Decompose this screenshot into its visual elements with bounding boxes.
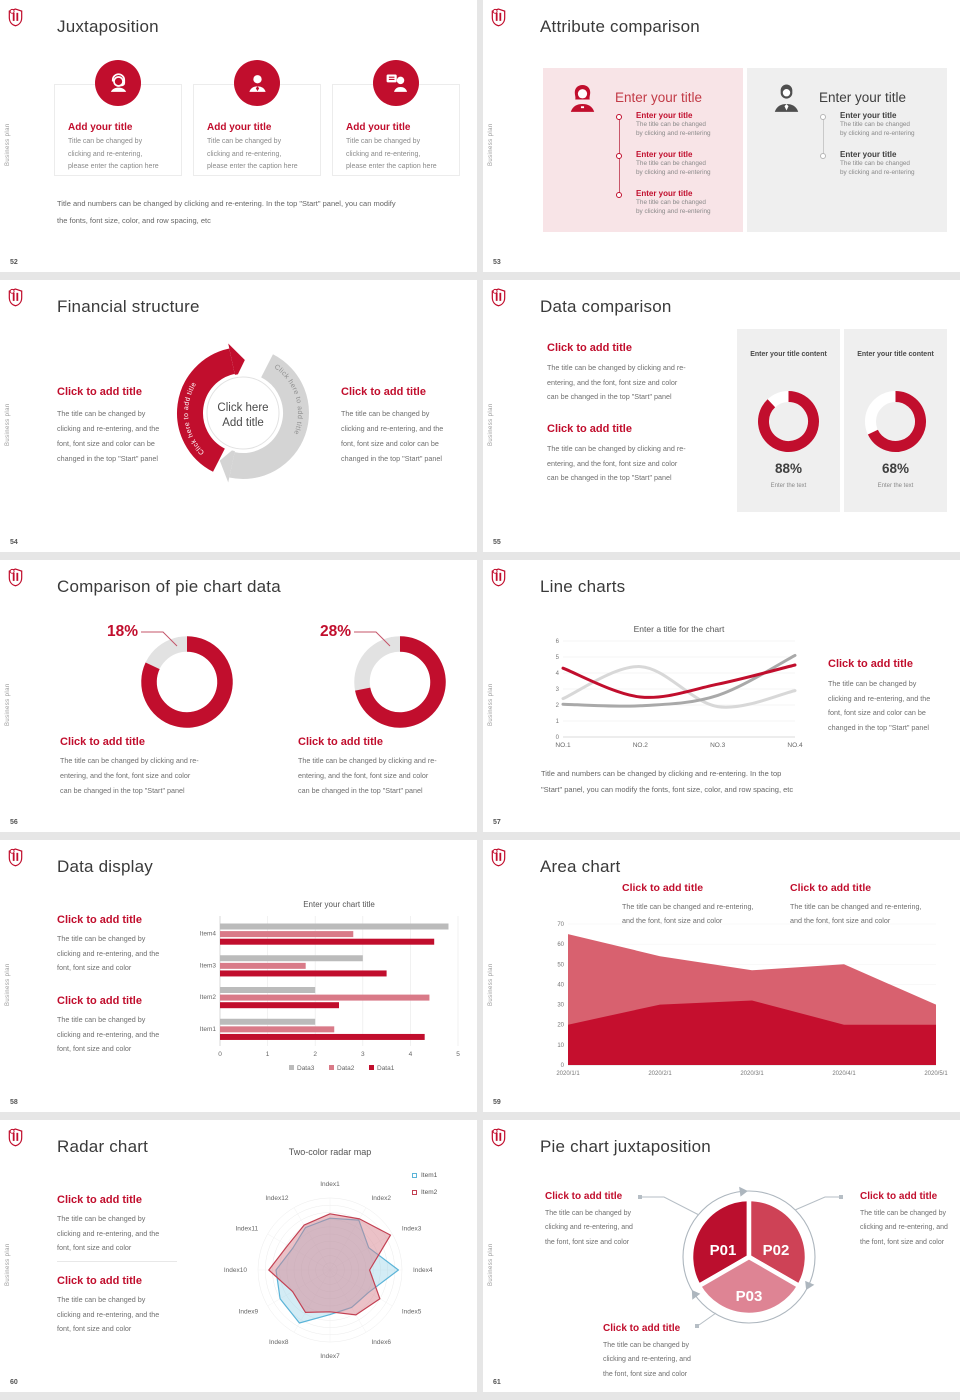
text-block: Click to add title The title can be changed by clicking and re- entering, and the font, font size and color can be changed in the top "Start" panel	[547, 423, 686, 482]
shield-logo-icon	[8, 848, 23, 867]
donut-chart-68	[863, 389, 928, 454]
svg-text:50: 50	[557, 962, 564, 969]
svg-text:2: 2	[313, 1051, 318, 1058]
page-number: 53	[493, 259, 501, 266]
page-number: 55	[493, 539, 501, 546]
svg-text:Data1: Data1	[377, 1065, 395, 1072]
shield-logo-icon	[491, 288, 506, 307]
timeline-item: Enter your title The title can be changed by clicking and re-entering	[840, 150, 915, 177]
shield-logo-icon	[491, 848, 506, 867]
card-heading: Add your title	[68, 122, 133, 133]
svg-text:0: 0	[555, 735, 559, 741]
page-title: Area chart	[540, 857, 621, 876]
slide-57-line-charts[interactable]	[483, 560, 960, 832]
male-person-icon	[768, 81, 805, 118]
svg-text:5: 5	[555, 655, 559, 661]
card-heading: Add your title	[346, 122, 411, 133]
cycle-center-label: Click here Add title	[217, 402, 269, 429]
side-label: Business plan	[5, 403, 11, 446]
page-title: Pie chart juxtaposition	[540, 1137, 711, 1156]
svg-text:Index3: Index3	[401, 1225, 422, 1233]
slide-53-attribute-comparison[interactable]	[483, 0, 960, 272]
slide-58-data-display[interactable]	[0, 840, 477, 1112]
svg-text:Index1: Index1	[320, 1181, 340, 1188]
page-number: 57	[493, 819, 501, 826]
shield-logo-icon	[491, 568, 506, 587]
svg-text:NO.2: NO.2	[632, 742, 648, 749]
donut-card	[737, 329, 840, 512]
panel-heading: Enter your title	[615, 90, 703, 105]
svg-text:Index5: Index5	[401, 1308, 422, 1316]
donut-label-28: 28%	[319, 623, 351, 640]
slide-54-financial-structure[interactable]	[0, 280, 477, 552]
page-number: 58	[10, 1099, 18, 1106]
svg-text:2020/5/1: 2020/5/1	[924, 1071, 948, 1077]
svg-text:10: 10	[557, 1042, 564, 1049]
radar-chart	[223, 1162, 470, 1384]
text-block: Click to add title The title can be changed by clicking and re-entering, and the font, font size and color	[57, 995, 160, 1053]
page-title: Attribute comparison	[540, 17, 700, 36]
card-title: Enter your title content	[857, 351, 934, 358]
svg-text:Enter your chart title: Enter your chart title	[303, 900, 375, 909]
svg-text:Click here to add title: Click here to add title	[272, 363, 303, 436]
slide-55-data-comparison[interactable]	[483, 280, 960, 552]
svg-text:Item2: Item2	[199, 994, 216, 1001]
timeline-dot	[820, 114, 826, 120]
svg-text:Data2: Data2	[337, 1065, 355, 1072]
legend-item2: Item2	[412, 1189, 437, 1196]
page-number: 56	[10, 819, 18, 826]
slide-56-pie-comparison[interactable]	[0, 560, 477, 832]
svg-text:2020/3/1: 2020/3/1	[740, 1071, 764, 1077]
timeline-item: Enter your title The title can be changed by clicking and re-entering	[636, 111, 711, 138]
page-number: 59	[493, 1099, 501, 1106]
area-chart	[538, 916, 946, 1084]
text-block-left: Click to add title The title can be changed by clicking and re-entering, and the font, font size and color can be changed in the top "Start" panel	[57, 386, 187, 466]
svg-text:4: 4	[555, 671, 559, 677]
text-block: Click to add title The title can be changed by clicking and re- entering, and the font, font size and color can be changed in the top "Start" panel	[547, 342, 686, 401]
feature-card	[54, 84, 182, 176]
shield-logo-icon	[8, 288, 23, 307]
side-label: Business plan	[488, 963, 494, 1006]
svg-text:Index2: Index2	[371, 1195, 392, 1203]
shield-logo-icon	[8, 8, 23, 27]
svg-text:1: 1	[555, 719, 559, 725]
chart-title: Two-color radar map	[288, 1147, 372, 1157]
svg-text:NO.3: NO.3	[710, 742, 726, 749]
timeline-item: Enter your title The title can be changed by clicking and re-entering	[636, 189, 711, 216]
svg-text:Data3: Data3	[297, 1065, 315, 1072]
svg-text:NO.4: NO.4	[787, 742, 803, 749]
footer-paragraph: Title and numbers can be changed by clicking and re-entering. In the top "Start" panel, you can modify the fonts, font size, color, and row spacing, etc	[541, 769, 794, 794]
slide-59-area-chart[interactable]	[483, 840, 960, 1112]
svg-text:Index9: Index9	[238, 1308, 259, 1316]
side-label: Business plan	[5, 683, 11, 726]
side-label: Business plan	[488, 1243, 494, 1286]
page-number: 61	[493, 1379, 501, 1386]
timeline-line	[823, 118, 824, 158]
svg-text:2020/2/1: 2020/2/1	[648, 1071, 672, 1077]
page-title: Radar chart	[57, 1137, 149, 1156]
block-heading: Click to add title	[341, 386, 426, 398]
svg-text:Index11: Index11	[235, 1225, 259, 1233]
svg-text:6: 6	[555, 639, 559, 645]
slide-60-radar-chart[interactable]	[0, 1120, 477, 1392]
svg-text:NO.1: NO.1	[555, 742, 571, 749]
page-title: Data comparison	[540, 297, 672, 316]
text-block-top-right: Click to add title The title can be changed by clicking and re-entering, and the font, font size and color	[860, 1191, 948, 1246]
page-number: 60	[10, 1379, 18, 1386]
text-block: Click to add title The title can be changed by clicking and re-entering, and the font, font size and color can be changed in the top "Start" panel	[828, 658, 931, 733]
svg-text:Index4: Index4	[413, 1267, 433, 1274]
donut-card	[844, 329, 947, 512]
bar-chart	[193, 895, 471, 1080]
timeline-dot	[616, 192, 622, 198]
percent-value: 68%	[881, 461, 910, 476]
svg-text:40: 40	[557, 982, 564, 989]
text-block: Click to add title The title can be changed by clicking and re-entering, and the font, font size and color	[57, 1194, 160, 1252]
callout-lines	[483, 1120, 960, 1392]
timeline-dot	[820, 153, 826, 159]
divider-line	[57, 1261, 177, 1262]
card-body: Title can be changed by clicking and re-entering, please enter the caption here	[68, 138, 159, 170]
page-title: Line charts	[540, 577, 626, 596]
svg-text:Index10: Index10	[223, 1267, 247, 1274]
businessman-icon	[234, 60, 280, 106]
svg-text:70: 70	[557, 922, 564, 928]
svg-text:2020/4/1: 2020/4/1	[832, 1071, 856, 1077]
svg-text:4: 4	[408, 1051, 413, 1058]
text-block-top-left: Click to add title The title can be changed by clicking and re-entering, and the font, font size and color	[545, 1191, 633, 1246]
svg-text:Item4: Item4	[199, 930, 216, 938]
page-title: Juxtaposition	[57, 17, 159, 36]
legend-item1: Item1	[412, 1172, 437, 1179]
side-label: Business plan	[5, 963, 11, 1006]
svg-text:Index7: Index7	[320, 1353, 340, 1360]
page-number: 52	[10, 259, 18, 266]
comparison-panel-right	[747, 68, 947, 232]
slide-52-juxtaposition[interactable]	[0, 0, 477, 272]
page-title: Comparison of pie chart data	[57, 577, 281, 596]
panel-heading: Enter your title	[819, 90, 907, 105]
svg-text:Enter a title for the chart: Enter a title for the chart	[633, 624, 725, 634]
card-caption: Enter the text	[877, 483, 914, 489]
feature-card	[193, 84, 321, 176]
female-person-icon	[564, 81, 601, 118]
svg-text:P03: P03	[735, 1288, 763, 1305]
side-label: Business plan	[5, 1243, 11, 1286]
text-block: Click to add title The title can be changed and re-entering, and the font, font size and color	[622, 882, 754, 925]
text-block: Click to add title The title can be changed by clicking and re-entering, and the font, font size and color	[57, 1275, 160, 1333]
side-label: Business plan	[5, 123, 11, 166]
card-body: Title can be changed by clicking and re-entering, please enter the caption here	[346, 138, 437, 170]
text-block-bottom: Click to add title The title can be changed by clicking and re-entering, and the font, font size and color	[603, 1323, 691, 1378]
svg-text:5: 5	[456, 1051, 460, 1058]
svg-text:2: 2	[555, 703, 559, 709]
svg-text:Index6: Index6	[371, 1338, 392, 1346]
svg-text:0: 0	[560, 1063, 564, 1069]
svg-text:2020/1/1: 2020/1/1	[556, 1071, 580, 1077]
block-heading: Click to add title	[57, 386, 142, 398]
text-block: Click to add title The title can be changed by clicking and re- entering, and the font, font size and color can be changed in the top "Start" panel	[298, 736, 437, 795]
svg-text:P02: P02	[762, 1242, 790, 1259]
svg-text:Item3: Item3	[199, 962, 216, 970]
card-caption: Enter the text	[770, 483, 807, 489]
card-body: Title can be changed by clicking and re-entering, please enter the caption here	[207, 138, 298, 170]
side-label: Business plan	[488, 403, 494, 446]
card-heading: Add your title	[207, 122, 272, 133]
svg-text:Index12: Index12	[265, 1195, 289, 1203]
svg-text:60: 60	[557, 942, 564, 949]
text-block: Click to add title The title can be changed by clicking and re- entering, and the font, font size and color can be changed in the top "Start" panel	[60, 736, 199, 795]
comparison-panel-left	[543, 68, 743, 232]
support-agent-icon	[95, 60, 141, 106]
side-label: Business plan	[488, 123, 494, 166]
shield-logo-icon	[8, 1128, 23, 1147]
svg-text:0: 0	[218, 1051, 222, 1058]
timeline-dot	[616, 153, 622, 159]
timeline-item: Enter your title The title can be changed by clicking and re-entering	[636, 150, 711, 177]
timeline-item: Enter your title The title can be changed by clicking and re-entering	[840, 111, 915, 138]
page-title: Financial structure	[57, 297, 200, 316]
footer-paragraph: Title and numbers can be changed by clicking and re-entering. In the top "Start" panel, you can modify the fonts, font size, color, and row spacing, etc	[57, 199, 396, 225]
line-chart	[541, 618, 826, 753]
svg-text:30: 30	[557, 1002, 564, 1009]
shield-logo-icon	[491, 8, 506, 27]
svg-text:P01: P01	[709, 1242, 737, 1259]
slide-61-pie-juxtaposition[interactable]	[483, 1120, 960, 1392]
text-block: Click to add title The title can be changed by clicking and re-entering, and the font, font size and color	[57, 914, 160, 972]
svg-text:1: 1	[265, 1051, 270, 1058]
card-title: Enter your title content	[750, 351, 827, 358]
percent-value: 88%	[774, 461, 803, 476]
svg-text:Click here to add title: Click here to add title	[182, 381, 206, 456]
feature-card	[332, 84, 460, 176]
page-title: Data display	[57, 857, 153, 876]
svg-text:Index8: Index8	[268, 1338, 289, 1346]
svg-text:20: 20	[557, 1022, 564, 1029]
text-block-right: Click to add title The title can be changed by clicking and re-entering, and the font, font size and color can be changed in the top "Start" panel	[341, 386, 471, 466]
page-number: 54	[10, 539, 18, 546]
svg-text:3: 3	[360, 1051, 365, 1058]
donut-chart-88	[756, 389, 821, 454]
timeline-dot	[616, 114, 622, 120]
presenter-icon	[373, 60, 419, 106]
donut-label-18: 18%	[106, 623, 138, 640]
svg-text:3: 3	[555, 687, 559, 693]
svg-text:Item1: Item1	[199, 1025, 216, 1033]
side-label: Business plan	[488, 683, 494, 726]
text-block: Click to add title The title can be changed and re-entering, and the font, font size and color	[790, 882, 922, 925]
